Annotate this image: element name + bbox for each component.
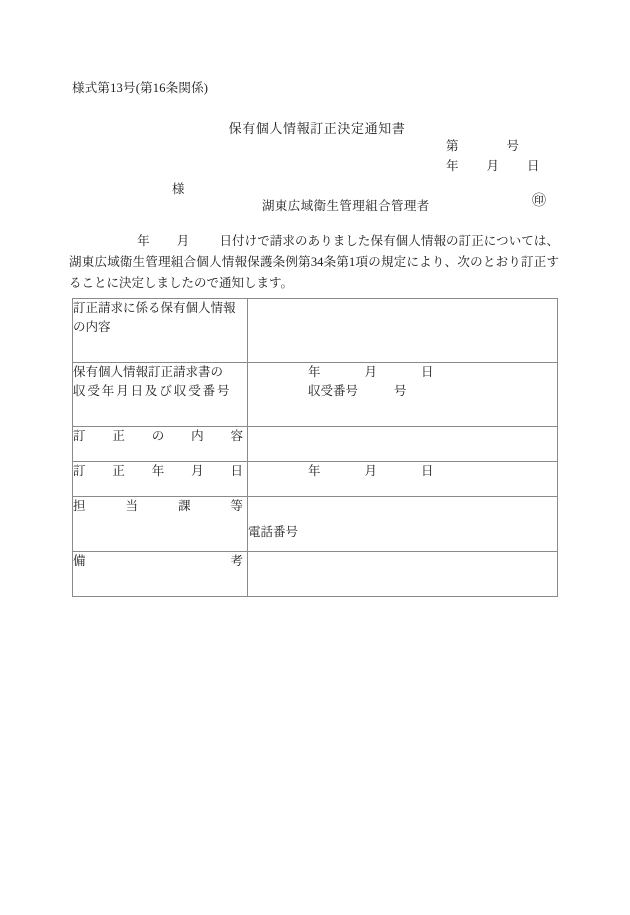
page-title: 保有個人情報訂正決定通知書 [228,121,406,136]
row-value-receipt-date-number[interactable] [248,363,558,427]
correction-day: 日 [421,464,434,478]
reference-block [446,136,540,176]
row-value-corrected-info-content[interactable] [248,299,558,363]
row-value-responsible-section[interactable] [248,497,558,552]
label-line-1: 訂正請求に係る保有個人情報 [73,301,236,315]
phone-number-label: 電話番号 [248,525,299,539]
row-value-correction-content[interactable] [248,427,558,462]
label-text: 担当課等 [73,499,243,513]
reference-date-day: 日 [527,159,540,173]
reference-number-line [446,136,540,156]
table-row [73,427,558,462]
addressee-honorific: 様 [172,182,185,196]
label-line-1: 保有個人情報訂正請求書の [73,365,224,379]
row-label-correction-date [73,462,248,497]
reference-date-line [446,156,540,176]
body-text: 日付けで請求のありました保有個人情報の訂正については、湖東広域衛生管理組合個人情報保護条例第34条第1項の規定により、次のとおり訂正することに決定しましたので通知します。 [69,234,559,290]
row-label-receipt-date-number [73,363,248,427]
body-paragraph [69,231,559,294]
receipt-number-line [248,382,557,401]
table-row [73,552,558,597]
body-date-year: 年 [137,234,150,248]
official-seal-icon: ㊞ [532,194,546,209]
table-row [73,299,558,363]
table-row [73,497,558,552]
receipt-year: 年 [308,365,321,379]
label-text: 訂正の内容 [73,429,243,443]
row-value-correction-date[interactable] [248,462,558,497]
reference-number-prefix: 第 [446,139,459,153]
row-label-responsible-section [73,497,248,552]
body-date-month: 月 [176,234,190,248]
correction-year: 年 [308,464,321,478]
correction-month: 月 [364,464,378,478]
receipt-day: 日 [421,365,434,379]
receipt-number-label: 収受番号 [308,384,359,398]
row-label-correction-content [73,427,248,462]
row-value-remarks[interactable] [248,552,558,597]
label-line-2: の内容 [73,320,111,334]
notification-detail-table [72,298,558,597]
form-number: 様式第13号(第16条関係) [72,81,209,95]
receipt-month: 月 [364,365,378,379]
correction-date-line [248,462,557,481]
label-text: 備考 [73,554,243,568]
row-label-corrected-info-content [73,299,248,363]
table-row [73,363,558,427]
row-label-remarks [73,552,248,597]
label-text: 訂正年月日 [73,464,243,478]
receipt-number-suffix: 号 [394,384,407,398]
receipt-date-line [248,363,557,382]
table-row [73,462,558,497]
reference-date-month: 月 [486,159,500,173]
label-line-2: 収受年月日及び収受番号 [73,384,232,398]
reference-date-year: 年 [446,159,459,173]
issuer-name: 湖東広域衛生管理組合管理者 [262,199,430,213]
reference-number-suffix: 号 [506,139,520,153]
